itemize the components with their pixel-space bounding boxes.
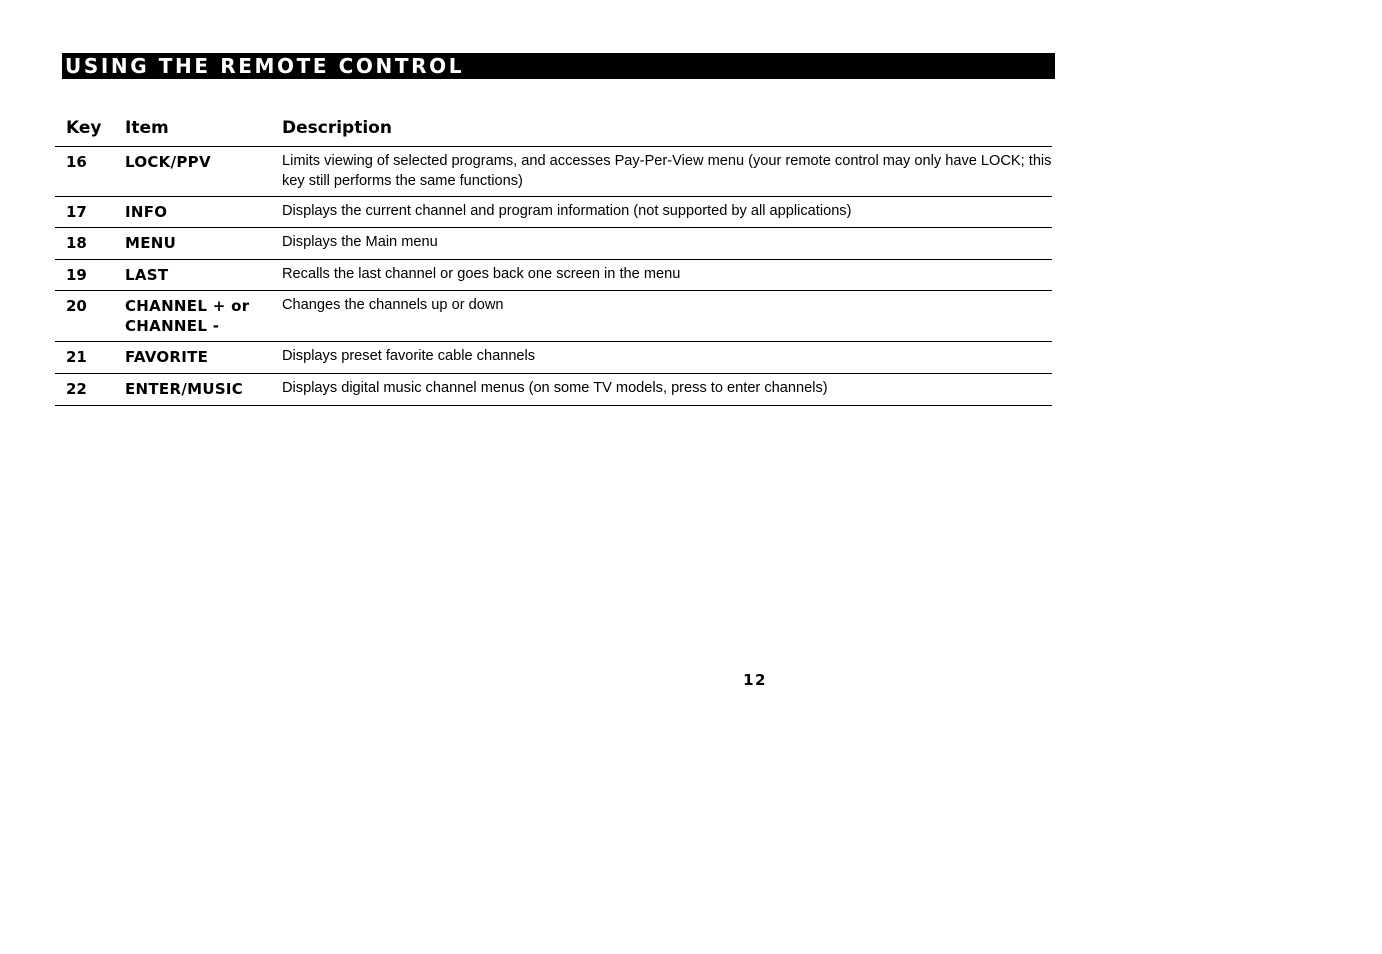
section-header-bar [62,53,1055,79]
row-item: LOCK/PPV [125,153,211,171]
page-number: 12 [743,671,767,689]
row-key: 20 [66,297,87,315]
row-description: Displays digital music channel menus (on some TV models, press to enter channels) [282,380,828,396]
row-item: INFO [125,203,168,221]
row-key: 18 [66,234,87,252]
row-key: 19 [66,266,87,284]
table-header-row [55,113,1052,147]
header-item: Item [125,118,169,138]
header-description: Description [282,118,392,138]
row-description: Displays the current channel and program information (not supported by all applications) [282,203,852,219]
table-row [55,260,1052,291]
row-key: 17 [66,203,87,221]
row-key: 16 [66,153,87,171]
row-item: CHANNEL + or CHANNEL - [125,297,250,335]
table-row [55,374,1052,406]
row-item: MENU [125,234,177,252]
row-description: Displays the Main menu [282,234,438,250]
row-item: ENTER/MUSIC [125,380,244,398]
row-item: LAST [125,266,169,284]
header-key: Key [66,118,102,138]
row-key: 22 [66,380,87,398]
row-item: FAVORITE [125,348,209,366]
row-description: Changes the channels up or down [282,297,504,313]
section-title: USING THE REMOTE CONTROL [65,54,465,78]
row-description: Displays preset favorite cable channels [282,348,536,364]
table-row [55,291,1052,342]
row-description: Recalls the last channel or goes back one screen in the menu [282,266,681,282]
row-description: Limits viewing of selected programs, and accesses Pay-Per-View menu (your remote control may only have LOCK; this key still performs the same functions) [282,153,1052,189]
row-key: 21 [66,348,87,366]
table-row [55,197,1052,228]
table-row [55,147,1052,197]
table-row [55,228,1052,260]
remote-keys-table [55,113,1052,406]
table-row [55,342,1052,374]
